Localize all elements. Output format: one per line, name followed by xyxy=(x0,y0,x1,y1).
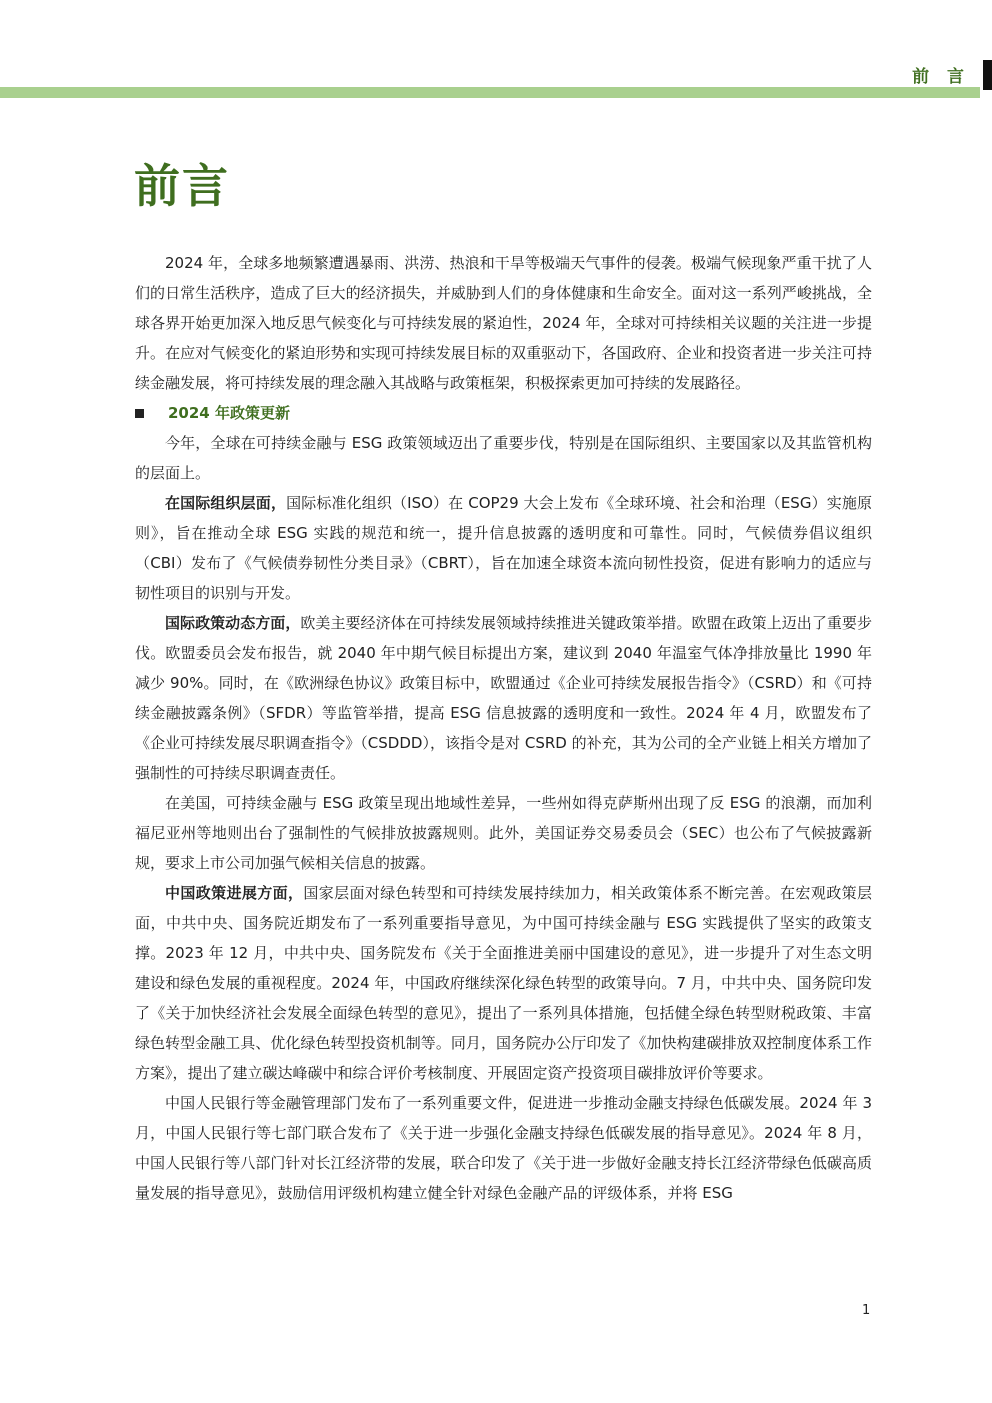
main-content xyxy=(135,248,872,1208)
paragraph-us-policy: 在美国，可持续金融与 ESG 政策呈现出地域性差异，一些州如得克萨斯州出现了反 ESG 的浪潮，而加利福尼亚州等地则出台了强制性的气候排放披露规则。此外，美国证券交易委员会（SEC）也公布了气候披露新规，要求上市公司加强气候相关信息的披露。 xyxy=(135,794,872,872)
intro-paragraph: 2024 年，全球多地频繁遭遇暴雨、洪涝、热浪和干旱等极端天气事件的侵袭。极端气候现象严重干扰了人们的日常生活秩序，造成了巨大的经济损失，并威胁到人们的身体健康和生命安全。面对这一系列严峻挑战，全球各界开始更加深入地反思气候变化与可持续发展的紧迫性，2024 年，全球对可持续相关议题的关注进一步提升。在应对气候变化的紧迫形势和实现可持续发展目标的双重驱动下，各国政府、企业和投资者进一步关注可持续金融发展，将可持续发展的理念融入其战略与政策框架，积极探索更加可持续的发展路径。 xyxy=(135,254,872,392)
paragraph-international-orgs: 在国际组织层面，国际标准化组织（ISO）在 COP29 大会上发布《全球环境、社会和治理（ESG）实施原则》，旨在推动全球 ESG 实践的规范和统一，提升信息披露的透明度和可靠性。同时，气候债券倡议组织（CBI）发布了《气候债券韧性分类目录》（CBRT），旨在加速全球资本流向韧性投资，促进有影响力的适应与韧性项目的识别与开发。 xyxy=(135,494,872,602)
paragraph-china-policy: 中国政策进展方面，国家层面对绿色转型和可持续发展持续加力，相关政策体系不断完善。在宏观政策层面，中共中央、国务院近期发布了一系列重要指导意见，为中国可持续金融与 ESG 实践提供了坚实的政策支撑。2023 年 12 月，中共中央、国务院发布《关于全面推进美丽中国建设的意见》，进一步提升了对生态文明建设和绿色发展的重视程度。2024 年，中国政府继续深化绿色转型的政策导向。7 月，中共中央、国务院印发了《关于加快经济社会发展全面绿色转型的意见》，提出了一系列具体措施，包括健全绿色转型财税政策、丰富绿色转型金融工具、优化绿色转型投资机制等。同月，国务院办公厅印发了《加快构建碳排放双控制度体系工作方案》，提出了建立碳达峰碳中和综合评价考核制度、开展固定资产投资项目碳排放评价等要求。 xyxy=(135,884,872,1082)
paragraph-lead: 国际政策动态方面， xyxy=(165,614,301,632)
paragraph-international-policy: 国际政策动态方面，欧美主要经济体在可持续发展领域持续推进关键政策举措。欧盟在政策上迈出了重要步伐。欧盟委员会发布报告，就 2040 年中期气候目标提出方案，建议到 2040 年温室气体净排放量比 1990 年减少 90%。同时，在《欧洲绿色协议》政策目标中，欧盟通过《企业可持续发展报告指令》（CSRD）和《可持续金融披露条例》（SFDR）等监管举措，提高 ESG 信息披露的透明度和一致性。2024 年 4 月，欧盟发布了《企业可持续发展尽职调查指令》（CSDDD），该指令是对 CSRD 的补充，其为公司的全产业链上相关方增加了强制性的可持续尽职调查责任。 xyxy=(135,614,872,782)
section-heading xyxy=(135,398,872,428)
header-section-label: 前 言 xyxy=(912,67,970,87)
header-marker-block xyxy=(983,60,992,90)
page-number: 1 xyxy=(862,1303,871,1318)
paragraph-lead: 在国际组织层面， xyxy=(165,494,287,512)
header-bar xyxy=(0,87,980,98)
paragraph-lead: 中国政策进展方面， xyxy=(165,884,304,902)
paragraph-pboc: 中国人民银行等金融管理部门发布了一系列重要文件，促进进一步推动金融支持绿色低碳发展。2024 年 3 月，中国人民银行等七部门联合发布了《关于进一步强化金融支持绿色低碳发展的指导意见》。2024 年 8 月，中国人民银行等八部门针对长江经济带的发展，联合印发了《关于进一步做好金融支持长江经济带绿色低碳高质量发展的指导意见》，鼓励信用评级机构建立健全针对绿色金融产品的评级体系，并将 ESG xyxy=(135,1094,872,1202)
section-heading-label: 2024 年政策更新 xyxy=(168,404,290,422)
square-bullet-icon xyxy=(135,409,144,418)
paragraph-overview: 今年，全球在可持续金融与 ESG 政策领域迈出了重要步伐，特别是在国际组织、主要国家以及其监管机构的层面上。 xyxy=(135,434,872,482)
page-title: 前言 xyxy=(134,159,230,213)
